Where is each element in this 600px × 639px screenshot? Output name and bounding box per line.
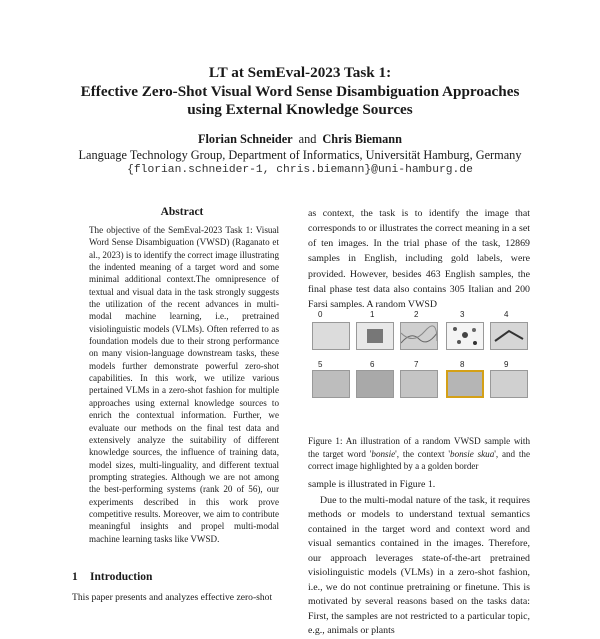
author-names <box>60 132 540 148</box>
candidate-image-7 <box>400 370 438 398</box>
candidate-image-8-correct <box>446 370 484 398</box>
figure-label-1: 1 <box>370 310 375 319</box>
figure-label-5: 5 <box>318 360 323 369</box>
author-block <box>60 132 540 179</box>
paragraph-multimodal: Due to the multi-modal nature of the task, it requires methods or models to understand textual semantics contained in the target word and context word and visual semantics contained in the images. Therefore, our approach leverages state-of-the-art pretrained visiolinguistic models (VLMs) in a zero-shot fashion, i.e., we do not continue pretraining or finetune. This is motivated by several reasons based on the tasks data: First, the samples are not restricted to a particular topic, e.g., animals or plants <box>308 494 530 636</box>
figure-label-3: 3 <box>460 310 465 319</box>
author-emails: {florian.schneider-1, chris.biemann}@uni-hamburg.de <box>127 164 473 176</box>
figure-label-8: 8 <box>460 360 465 369</box>
title-line-3: using External Knowledge Sources <box>187 101 413 118</box>
figure-label-7: 7 <box>414 360 419 369</box>
image-sketch-1 <box>357 323 393 349</box>
title-line-2: Effective Zero-Shot Visual Word Sense Disambiguation Approaches <box>80 82 520 100</box>
abstract-heading: Abstract <box>160 206 204 218</box>
abstract-text: The objective of the SemEval-2023 Task 1: Visual Word Sense Disambiguation (VWSD) (Raganato et al., 2023) is to identify the correct image illustrating the indented meaning of a target word and some minimal additional context.The omnipresence of textual and visual data in the task strongly suggests the utilization of the recent advances in multi-modal machine learning, i.e., pretrained visiolinguistic models (VLMs). Often referred to as foundation models due to their strong performance on many vision-language downstream tasks, these models further demonstrate powerful zero-shot capabilities. In this work, we utilize various pertained VLMs in a zero-shot fashion for multiple approaches using external knowledge sources to enrich the contextual information. Further, we evaluate our methods on the final test data and extensively analyze the suitability of different knowledge sources, the influence of training data, model sizes, multi-linguality, and different textual prompting strategies. Although we are not among the best-performing systems (rank 20 of 56), our experiments described in this work prove competitive results. Moreover, we aim to contribute meaningful insights and propel multi-modal machine learning tasks like VWSD. <box>89 225 279 544</box>
author-2: Chris Biemann <box>322 132 402 146</box>
paper-title <box>60 64 540 120</box>
candidate-image-1 <box>356 322 394 350</box>
intro-first-line: This paper presents and analyzes effective zero-shot <box>72 592 273 603</box>
figure-label-2: 2 <box>414 310 419 319</box>
author-conjunction: and <box>298 132 317 146</box>
right-column-body <box>308 478 530 639</box>
affiliation: Language Technology Group, Department of Informatics, Universität Hamburg, Germany <box>78 147 522 162</box>
candidate-image-4 <box>490 322 528 350</box>
title-line-1: LT at SemEval-2023 Task 1: <box>208 64 392 81</box>
caption-mid: ', the context ' <box>395 448 451 459</box>
figure-label-0: 0 <box>318 310 323 319</box>
figure-label-6: 6 <box>370 360 375 369</box>
image-bird-4 <box>491 323 527 349</box>
candidate-image-3 <box>446 322 484 350</box>
caption-prefix: Figure 1: An illustration of a random VWSD sample with the target word ' <box>308 436 530 459</box>
figure-label-4: 4 <box>504 310 509 319</box>
paragraph-sample: sample is illustrated in Figure 1. <box>308 479 436 490</box>
figure-caption <box>308 435 530 473</box>
candidate-image-0 <box>312 322 350 350</box>
author-1: Florian Schneider <box>198 132 293 146</box>
section-number: 1 <box>72 571 78 583</box>
right-column-top-paragraph: as context, the task is to identify the image that corresponds to or illustrates the correct meaning in a set of ten images. In the trial phase of the task, 12869 samples in English, including gold labels, were provided. However, besides 463 English samples, the final phase test data also contains 305 Italian and 200 Farsi samples. A random VWSD <box>308 208 530 310</box>
section-title: Introduction <box>90 571 153 583</box>
figure-label-9: 9 <box>504 360 509 369</box>
section-heading-introduction <box>72 571 152 583</box>
figure-1 <box>308 310 530 410</box>
candidate-image-9 <box>490 370 528 398</box>
candidate-image-5 <box>312 370 350 398</box>
image-dots-3 <box>447 323 483 349</box>
caption-suffix: ', and the correct image highlighted by a a golden border <box>308 448 531 472</box>
candidate-image-2 <box>400 322 438 350</box>
image-texture-2 <box>401 323 437 349</box>
candidate-image-6 <box>356 370 394 398</box>
caption-context: bonsie skua <box>450 448 495 459</box>
caption-target-word: bonsie <box>371 448 396 459</box>
